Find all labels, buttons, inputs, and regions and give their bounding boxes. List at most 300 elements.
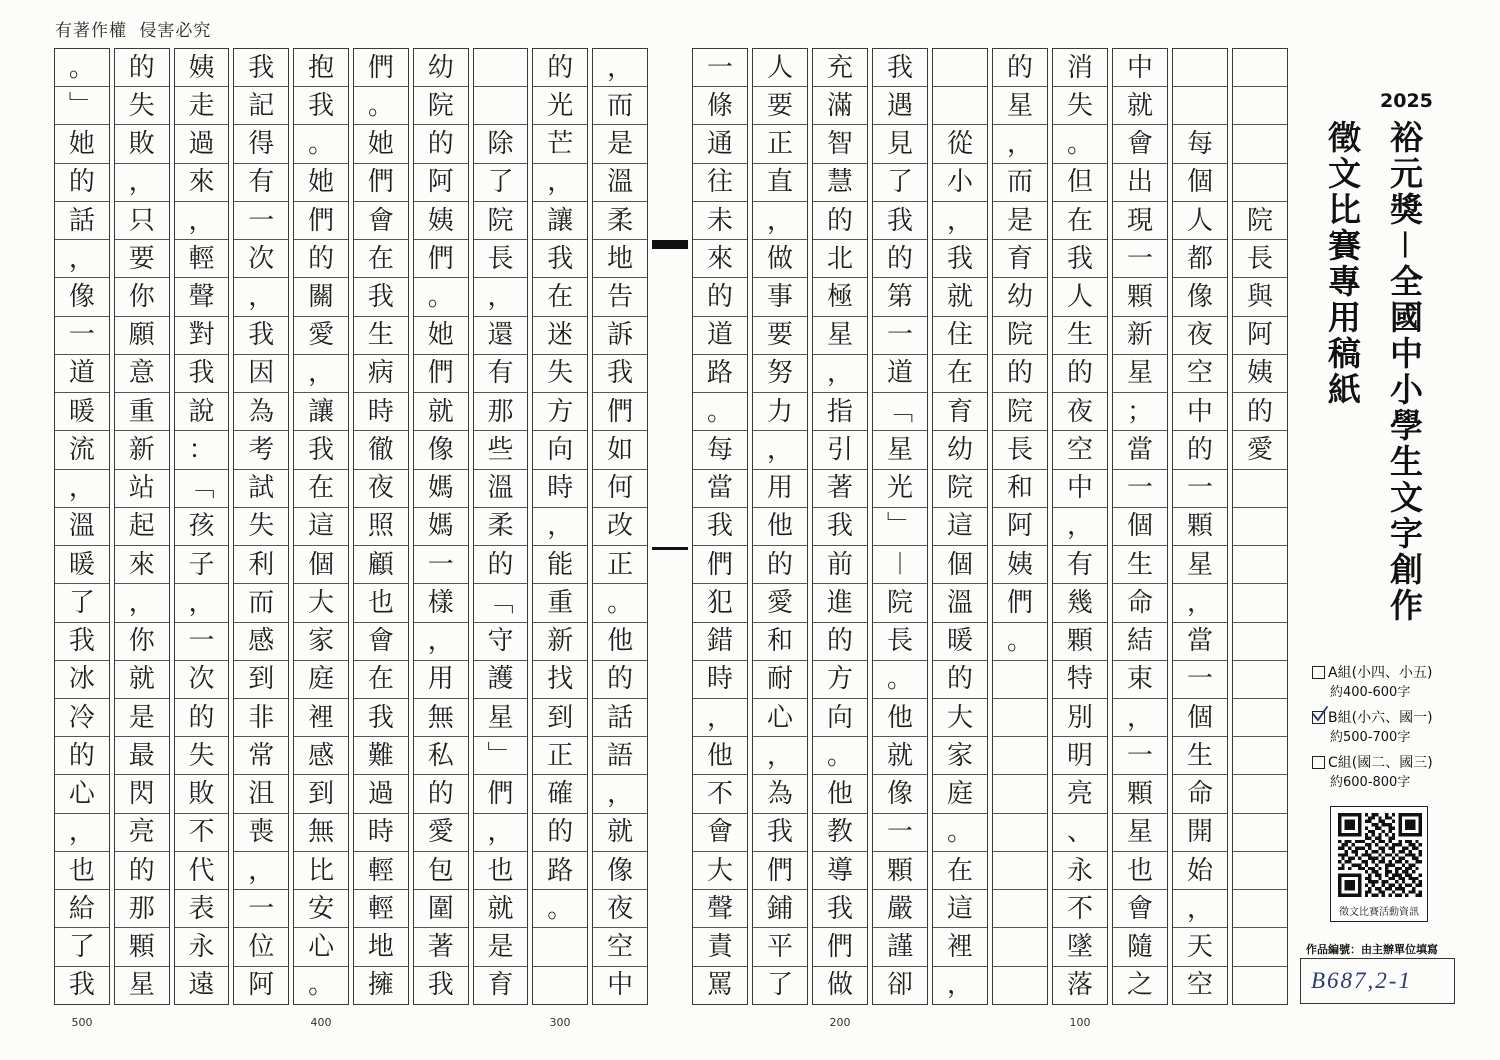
essay-cell: 未 [693, 202, 747, 240]
essay-cell: 的 [55, 164, 109, 202]
qr-caption: 徵文比賽活動資訊 [1339, 907, 1419, 918]
essay-cell: ； [1113, 393, 1167, 431]
essay-cell: 讓 [533, 202, 587, 240]
essay-cell: 一 [234, 890, 288, 928]
essay-cell: 正 [593, 546, 647, 584]
essay-cell: 力 [753, 393, 807, 431]
essay-cell: 愛 [1233, 431, 1287, 469]
essay-cell: 天 [1173, 928, 1227, 966]
checkmark-icon [1311, 705, 1329, 723]
essay-cell: 我 [753, 814, 807, 852]
essay-cell: 人 [1053, 278, 1107, 316]
essay-cell: 一 [175, 623, 229, 661]
essay-cell: ， [933, 202, 987, 240]
essay-cell: 長 [474, 240, 528, 278]
group-label: A組(小四、小五) [1328, 665, 1433, 681]
essay-cell: 幼 [414, 49, 468, 87]
essay-column [413, 48, 469, 1005]
essay-cell: 輕 [354, 852, 408, 890]
essay-cell: 永 [1053, 852, 1107, 890]
essay-cell: 們 [354, 164, 408, 202]
essay-cell: 個 [933, 546, 987, 584]
essay-cell: 她 [354, 125, 408, 163]
essay-cell: 如 [593, 431, 647, 469]
copyright-notice: 有著作權 侵害必究 [55, 21, 212, 41]
essay-cell: 失 [533, 355, 587, 393]
essay-cell: 顆 [873, 852, 927, 890]
essay-cell: 我 [354, 278, 408, 316]
essay-cell: 墜 [1053, 928, 1107, 966]
essay-cell: ， [474, 278, 528, 316]
essay-cell: 。 [693, 393, 747, 431]
essay-cell: 比 [294, 852, 348, 890]
essay-cell: 訴 [593, 317, 647, 355]
essay-cell: 何 [593, 470, 647, 508]
essay-column [812, 48, 868, 1005]
essay-cell: 我 [813, 890, 867, 928]
essay-cell: 空 [1173, 355, 1227, 393]
essay-cell: 對 [175, 317, 229, 355]
essay-cell: 是 [474, 928, 528, 966]
essay-cell: 時 [693, 661, 747, 699]
essay-cell: 要 [753, 87, 807, 125]
essay-cell: 心 [753, 699, 807, 737]
essay-cell: 卻 [886, 970, 913, 1001]
essay-cell: 見 [873, 125, 927, 163]
essay-cell [993, 775, 1047, 813]
essay-cell: 們 [753, 852, 807, 890]
essay-cell [1233, 164, 1287, 202]
essay-cell: 方 [533, 393, 587, 431]
essay-cell [993, 928, 1047, 966]
essay-cell: 就 [474, 890, 528, 928]
essay-cell: 特 [1053, 661, 1107, 699]
essay-cell: 會 [354, 623, 408, 661]
essay-cell: 時 [354, 393, 408, 431]
essay-cell: 條 [693, 87, 747, 125]
essay-cell: 導 [813, 852, 867, 890]
essay-cell: 的 [1173, 431, 1227, 469]
essay-cell: 在 [533, 278, 587, 316]
essay-cell: 改 [593, 508, 647, 546]
essay-cell: 溫 [593, 164, 647, 202]
essay-cell: 他 [813, 775, 867, 813]
essay-cell: ， [593, 775, 647, 813]
essay-cell [993, 737, 1047, 775]
essay-cell: 院 [933, 470, 987, 508]
essay-cell: 中 [1173, 393, 1227, 431]
essay-cell: 中 [607, 970, 634, 1001]
essay-cell: 、 [1053, 814, 1107, 852]
essay-cell: 擁 [367, 970, 394, 1001]
essay-cell: 當 [1173, 623, 1227, 661]
essay-cell: 喪 [234, 814, 288, 852]
essay-cell: 就 [873, 737, 927, 775]
essay-cell: 大 [933, 699, 987, 737]
essay-cell: 平 [753, 928, 807, 966]
essay-cell: 走 [175, 87, 229, 125]
essay-cell: 育 [933, 393, 987, 431]
essay-column [932, 48, 988, 1005]
essay-cell: 每 [1173, 125, 1227, 163]
essay-cell [1233, 87, 1287, 125]
essay-cell [1173, 87, 1227, 125]
essay-cell: ， [115, 584, 169, 622]
essay-cell: 感 [234, 623, 288, 661]
essay-cell: 溫 [933, 584, 987, 622]
essay-cell: 病 [354, 355, 408, 393]
essay-cell: 他 [753, 508, 807, 546]
essay-cell: 護 [474, 661, 528, 699]
essay-cell: 別 [1053, 699, 1107, 737]
essay-cell: 的 [414, 125, 468, 163]
essay-cell: 來 [115, 546, 169, 584]
essay-cell: 地 [593, 240, 647, 278]
group-label: C組(國二、國三) [1328, 755, 1433, 771]
essay-column [1052, 48, 1108, 1005]
essay-cell: 一 [1113, 240, 1167, 278]
essay-cell: 新 [1113, 317, 1167, 355]
essay-cell: 是 [593, 125, 647, 163]
essay-cell: 姨 [1233, 355, 1287, 393]
essay-cell: 和 [993, 470, 1047, 508]
essay-cell: 永 [175, 928, 229, 966]
essay-cell: 耐 [753, 661, 807, 699]
essay-cell: 失 [1053, 87, 1107, 125]
essay-cell: 新 [533, 623, 587, 661]
essay-cell: 照 [354, 508, 408, 546]
essay-cell: 就 [1113, 87, 1167, 125]
essay-cell: 表 [175, 890, 229, 928]
essay-cell: ， [175, 202, 229, 240]
essay-cell: 心 [294, 928, 348, 966]
essay-cell: 的 [753, 546, 807, 584]
essay-cell: 在 [354, 240, 408, 278]
essay-cell: ， [753, 202, 807, 240]
essay-cell: 顧 [354, 546, 408, 584]
essay-cell: 我 [933, 240, 987, 278]
essay-cell: 也 [1113, 852, 1167, 890]
essay-cell: 鋪 [753, 890, 807, 928]
essay-cell: ， [55, 240, 109, 278]
essay-cell: ， [813, 355, 867, 393]
essay-cell: ﹁ [474, 584, 528, 622]
essay-cell: 到 [533, 699, 587, 737]
essay-cell: 要 [115, 240, 169, 278]
essay-cell: 極 [813, 278, 867, 316]
essay-cell: 包 [414, 852, 468, 890]
essay-cell: 星 [1113, 814, 1167, 852]
essay-cell [993, 814, 1047, 852]
essay-cell: 。 [993, 623, 1047, 661]
essay-cell: 柔 [593, 202, 647, 240]
essay-cell: 抱 [294, 49, 348, 87]
essay-cell: 一 [55, 317, 109, 355]
essay-cell: 的 [115, 49, 169, 87]
essay-cell: 願 [115, 317, 169, 355]
essay-cell: 做 [753, 240, 807, 278]
essay-cell: 第 [873, 278, 927, 316]
essay-cell: 為 [753, 775, 807, 813]
essay-cell [993, 852, 1047, 890]
essay-cell: 芒 [533, 125, 587, 163]
essay-cell: 道 [55, 355, 109, 393]
essay-cell: 在 [294, 470, 348, 508]
essay-cell: 到 [294, 775, 348, 813]
essay-cell: 的 [175, 699, 229, 737]
essay-cell: 消 [1053, 49, 1107, 87]
essay-cell: 失 [115, 87, 169, 125]
essay-cell: 沮 [234, 775, 288, 813]
essay-cell: 感 [294, 737, 348, 775]
essay-cell: 我 [68, 970, 95, 1001]
essay-cell: 的 [693, 278, 747, 316]
essay-cell: 人 [753, 49, 807, 87]
essay-cell [1233, 546, 1287, 584]
essay-cell: 人 [1173, 202, 1227, 240]
essay-cell: ， [175, 584, 229, 622]
essay-cell: 而 [234, 584, 288, 622]
essay-cell: 得 [234, 125, 288, 163]
essay-cell: 生 [1173, 737, 1227, 775]
essay-cell: 長 [993, 431, 1047, 469]
essay-cell [993, 661, 1047, 699]
essay-cell: 我 [294, 431, 348, 469]
essay-cell: 們 [414, 355, 468, 393]
essay-column [233, 48, 289, 1005]
essay-cell: 次 [234, 240, 288, 278]
essay-cell: 是 [993, 202, 1047, 240]
checkbox [1312, 711, 1325, 724]
essay-column [752, 48, 808, 1005]
essay-cell: 心 [55, 775, 109, 813]
essay-cell [1233, 967, 1287, 1004]
essay-cell: 方 [813, 661, 867, 699]
essay-cell [1233, 890, 1287, 928]
essay-cell: 直 [753, 164, 807, 202]
essay-cell: 遠 [188, 970, 215, 1001]
essay-cell: 站 [115, 470, 169, 508]
group-options [1312, 663, 1462, 798]
essay-cell: 星 [474, 699, 528, 737]
entry-number-value: B687,2-1 [1311, 968, 1412, 993]
essay-cell: 一 [693, 49, 747, 87]
essay-cell: 的 [115, 852, 169, 890]
essay-cell: 有 [234, 164, 288, 202]
essay-cell [1233, 623, 1287, 661]
essay-cell: 從 [933, 125, 987, 163]
essay-cell: 的 [813, 202, 867, 240]
essay-cell: 在 [354, 661, 408, 699]
essay-cell: 大 [294, 584, 348, 622]
essay-cell: 次 [175, 661, 229, 699]
essay-cell: 慧 [813, 164, 867, 202]
essay-cell [1233, 737, 1287, 775]
essay-cell: ︱ [873, 546, 927, 584]
essay-cell: 顆 [1173, 508, 1227, 546]
qr-code-panel [1330, 806, 1428, 922]
essay-cell: 生 [1053, 317, 1107, 355]
essay-cell: 家 [933, 737, 987, 775]
essay-cell: 過 [354, 775, 408, 813]
essay-cell: 在 [1053, 202, 1107, 240]
essay-cell: 夜 [593, 890, 647, 928]
essay-cell: 院 [993, 393, 1047, 431]
essay-cell: ： [175, 431, 229, 469]
essay-cell: 記 [234, 87, 288, 125]
fold-marker [652, 547, 688, 550]
essay-cell: 安 [294, 890, 348, 928]
essay-cell: 亮 [1053, 775, 1107, 813]
essay-cell: ﹁ [175, 470, 229, 508]
essay-cell: 失 [234, 508, 288, 546]
essay-cell: 愛 [294, 317, 348, 355]
essay-cell: 我 [813, 508, 867, 546]
essay-cell: 空 [1053, 431, 1107, 469]
essay-cell: 育 [993, 240, 1047, 278]
essay-cell: 生 [354, 317, 408, 355]
essay-cell: 他 [873, 699, 927, 737]
essay-cell: 顆 [1053, 623, 1107, 661]
essay-cell: 來 [693, 240, 747, 278]
essay-cell: 。 [873, 661, 927, 699]
essay-cell: 重 [533, 584, 587, 622]
essay-cell: 長 [873, 623, 927, 661]
essay-cell: 輕 [175, 240, 229, 278]
essay-cell: 的 [533, 814, 587, 852]
essay-cell: 姨 [993, 546, 1047, 584]
essay-cell: 開 [1173, 814, 1227, 852]
essay-cell: 的 [294, 240, 348, 278]
essay-cell: 暖 [933, 623, 987, 661]
word-count-range: 約400-600字 [1330, 685, 1411, 700]
essay-cell: 隨 [1113, 928, 1167, 966]
essay-cell: 之 [1126, 970, 1153, 1001]
essay-cell: 一 [1173, 470, 1227, 508]
essay-cell: 新 [115, 431, 169, 469]
essay-cell: 我 [873, 202, 927, 240]
essay-cell: ， [55, 470, 109, 508]
essay-cell: 暖 [55, 393, 109, 431]
essay-cell: 這 [294, 508, 348, 546]
essay-cell: 無 [414, 699, 468, 737]
essay-cell: 阿 [248, 970, 275, 1001]
essay-cell: 庭 [294, 661, 348, 699]
essay-column [54, 48, 110, 1005]
essay-cell: 利 [234, 546, 288, 584]
essay-cell: 院 [1233, 202, 1287, 240]
essay-cell: 。 [593, 584, 647, 622]
essay-cell: 圍 [414, 890, 468, 928]
essay-cell: 像 [1173, 278, 1227, 316]
essay-cell: 當 [693, 470, 747, 508]
essay-cell: 是 [115, 699, 169, 737]
essay-cell: 做 [826, 970, 853, 1001]
essay-cell: 的 [1053, 355, 1107, 393]
essay-cell: 幼 [993, 278, 1047, 316]
essay-cell [474, 87, 528, 125]
essay-cell: ， [115, 164, 169, 202]
essay-cell: 結 [1113, 623, 1167, 661]
essay-cell: 謹 [873, 928, 927, 966]
essay-cell: 會 [1113, 890, 1167, 928]
essay-cell: 但 [1053, 164, 1107, 202]
essay-cell: 我 [234, 49, 288, 87]
essay-column [353, 48, 409, 1005]
essay-cell: ， [533, 164, 587, 202]
essay-cell: 你 [115, 623, 169, 661]
essay-cell: 事 [753, 278, 807, 316]
essay-cell [1233, 584, 1287, 622]
essay-cell [1233, 470, 1287, 508]
char-counter-300: 300 [549, 1016, 571, 1029]
essay-cell: 。 [1053, 125, 1107, 163]
essay-column [872, 48, 928, 1005]
essay-cell: 失 [175, 737, 229, 775]
essay-cell: 。 [533, 890, 587, 928]
essay-cell: 通 [693, 125, 747, 163]
essay-cell: 一 [414, 546, 468, 584]
essay-cell: 我 [55, 623, 109, 661]
essay-cell: 往 [693, 164, 747, 202]
essay-cell [1233, 699, 1287, 737]
essay-cell [1233, 775, 1287, 813]
entry-number-box [1300, 958, 1455, 1004]
essay-cell: 亮 [115, 814, 169, 852]
essay-cell: 冷 [55, 699, 109, 737]
essay-cell: ， [753, 431, 807, 469]
essay-cell: ， [946, 970, 973, 1001]
essay-cell: 考 [234, 431, 288, 469]
essay-cell: 敗 [115, 125, 169, 163]
essay-cell: 守 [474, 623, 528, 661]
essay-cell: 媽 [414, 508, 468, 546]
group-option-a [1312, 663, 1462, 708]
essay-cell: 裡 [294, 699, 348, 737]
essay-cell: 我 [234, 317, 288, 355]
essay-cell: 確 [533, 775, 587, 813]
essay-cell: 們 [354, 49, 408, 87]
essay-cell: 就 [414, 393, 468, 431]
essay-cell: 了 [474, 164, 528, 202]
essay-cell: 正 [533, 737, 587, 775]
essay-cell: 阿 [993, 508, 1047, 546]
essay-cell: 話 [593, 699, 647, 737]
essay-cell: 。 [414, 278, 468, 316]
essay-cell: 和 [753, 623, 807, 661]
essay-cell: 我 [427, 970, 454, 1001]
fold-marker [652, 240, 688, 249]
essay-cell: 這 [933, 890, 987, 928]
essay-cell: 一 [234, 202, 288, 240]
essay-cell: ， [993, 125, 1047, 163]
essay-cell: 束 [1113, 661, 1167, 699]
essay-cell: 出 [1113, 164, 1167, 202]
essay-cell: 阿 [1233, 317, 1287, 355]
essay-cell: 充 [813, 49, 867, 87]
essay-cell: 光 [533, 87, 587, 125]
essay-cell: 著 [813, 470, 867, 508]
essay-cell: 們 [813, 928, 867, 966]
essay-cell: 幾 [1053, 584, 1107, 622]
essay-cell: 試 [234, 470, 288, 508]
essay-cell: 。 [294, 125, 348, 163]
essay-cell: 始 [1173, 852, 1227, 890]
essay-cell: 阿 [414, 164, 468, 202]
essay-cell: 顆 [1113, 278, 1167, 316]
essay-cell: 住 [933, 317, 987, 355]
word-count-range: 約500-700字 [1330, 730, 1411, 745]
